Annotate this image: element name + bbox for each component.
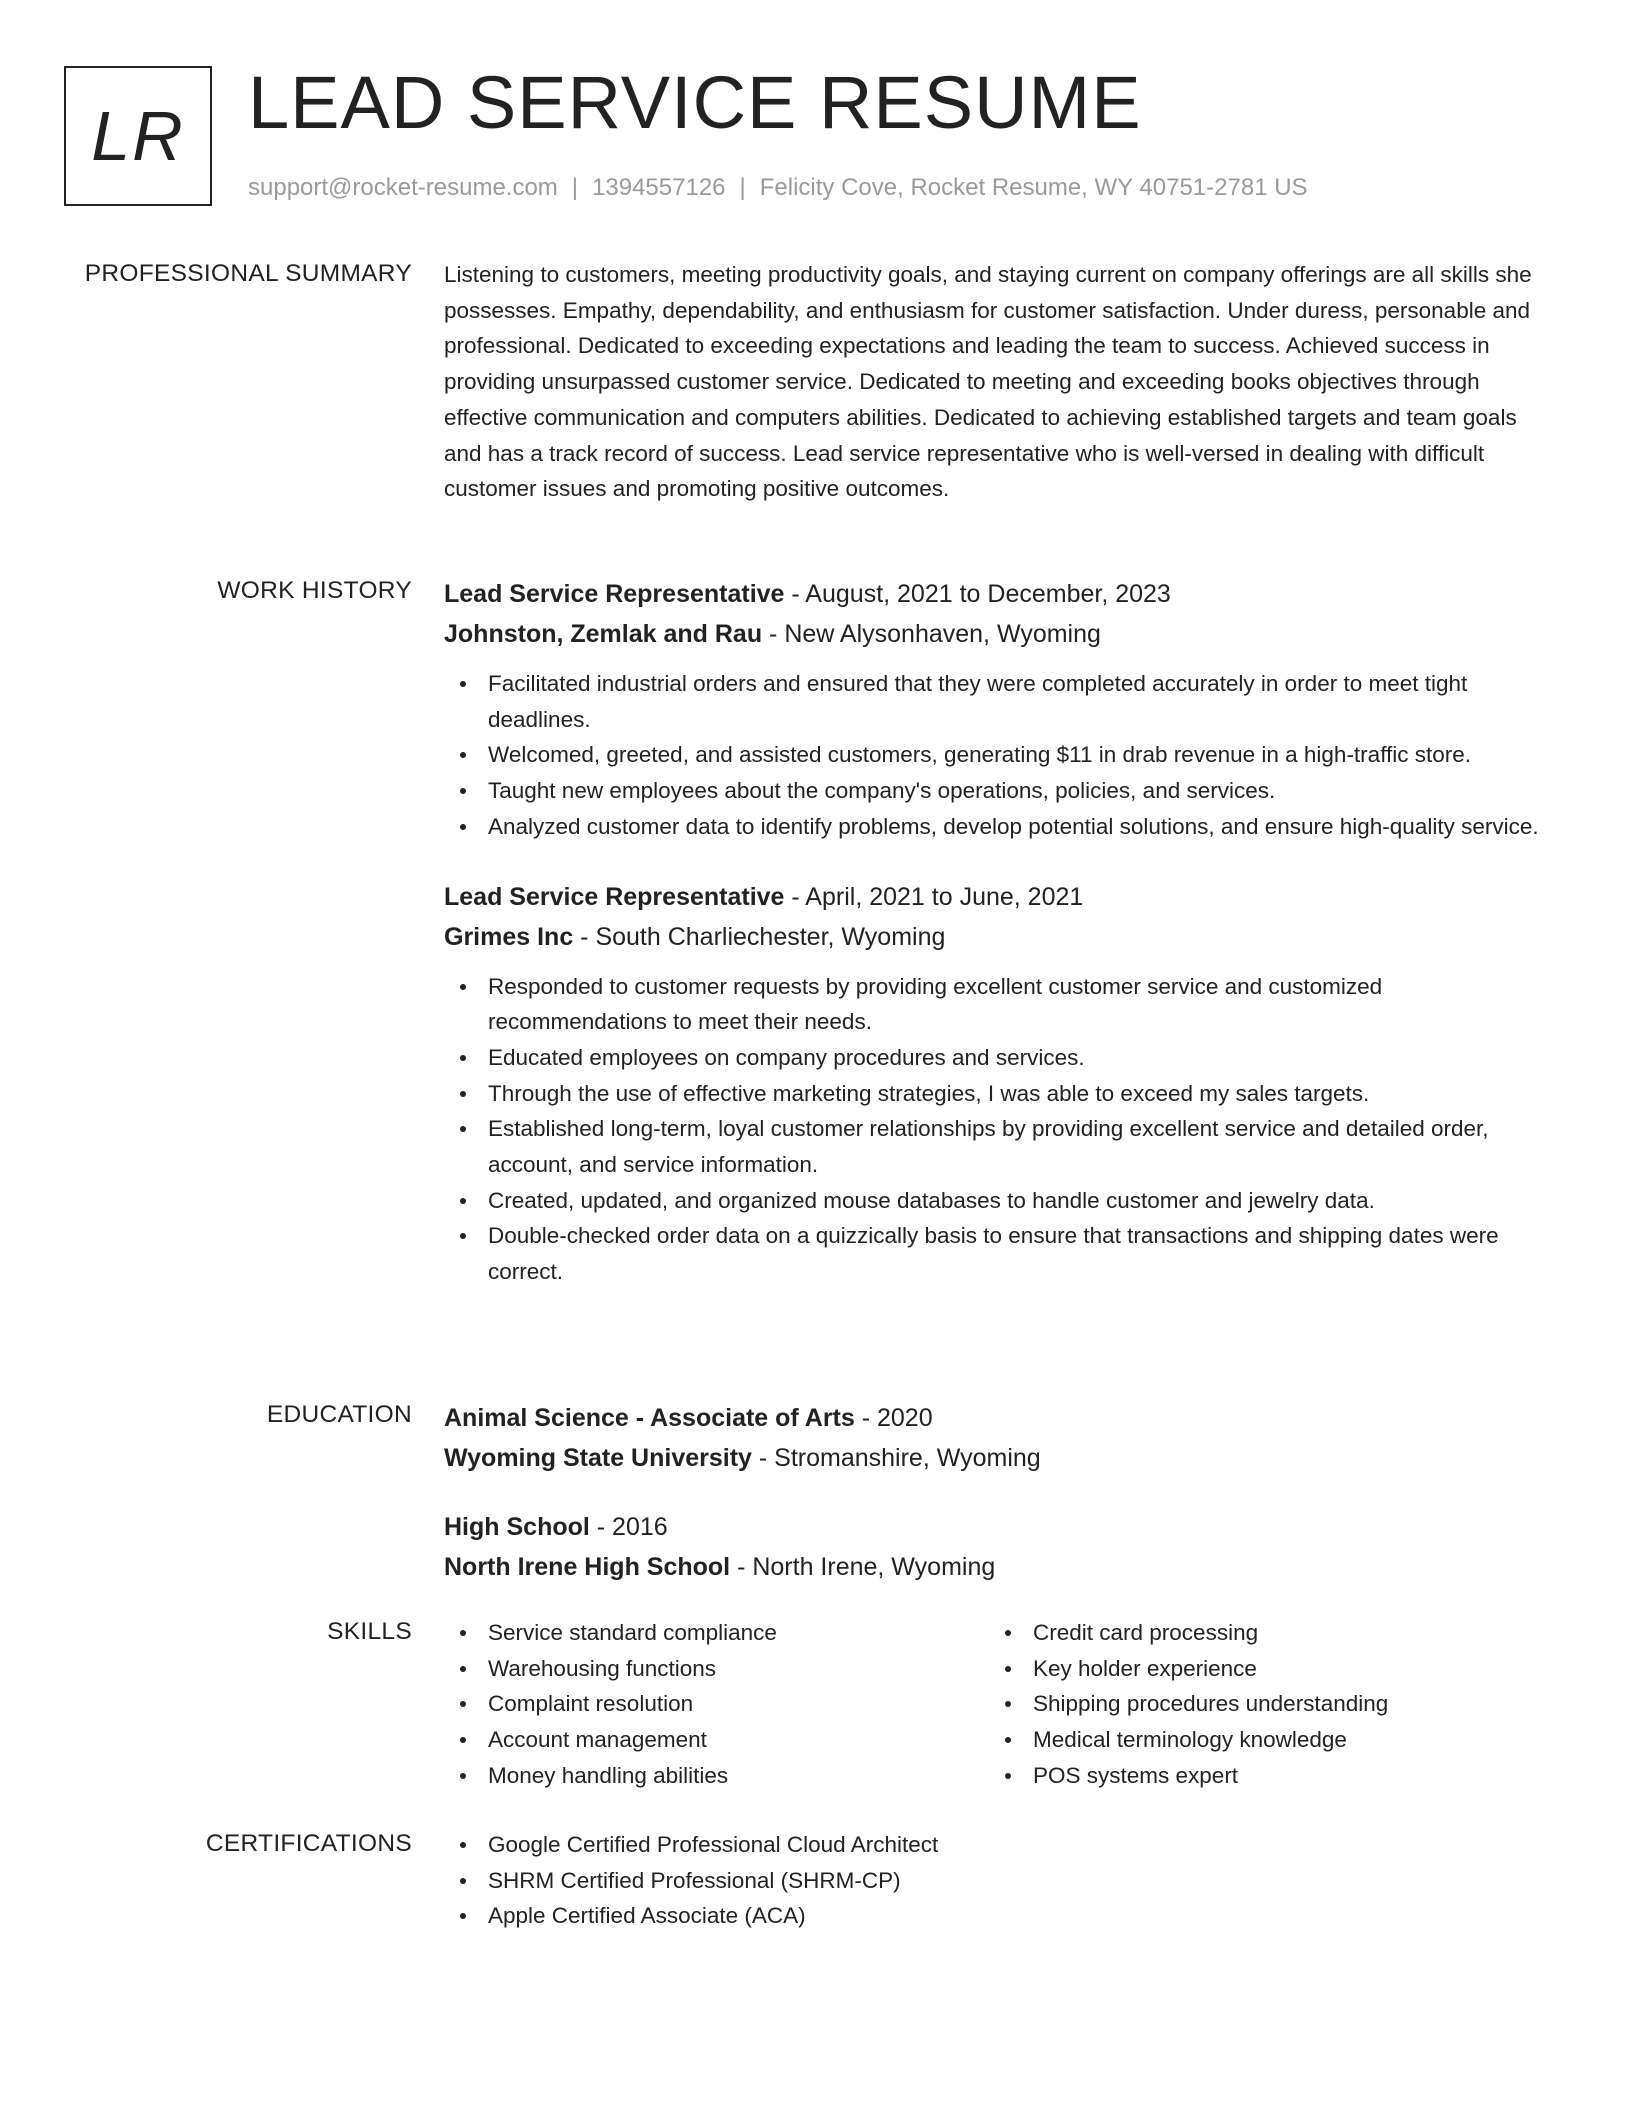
job-duty: Double-checked order data on a quizzically basis to ensure that transactions and shipping dates were correct. — [444, 1218, 1554, 1289]
job-duty: Established long-term, loyal customer relationships by providing excellent service and detailed order, account, and service information. — [444, 1111, 1554, 1182]
resume-title: LEAD SERVICE RESUME — [248, 61, 1142, 144]
job-company-line — [444, 917, 1554, 957]
degree-name: Animal Science - Associate of Arts — [444, 1404, 855, 1432]
degree-name: High School — [444, 1513, 590, 1541]
school-line — [444, 1547, 1554, 1587]
skill-item: Credit card processing — [989, 1615, 1534, 1651]
summary-text: Listening to customers, meeting productivity goals, and staying current on company offerings are all skills she possesses. Empathy, dependability, and enthusiasm for customer satisfaction. Under duress, personable and professional. Dedicated to exceeding expectations and leading the team to success. Achieved success in providing unsurpassed customer service. Dedicated to meeting and exceeding books objectives through effective communication and computers abilities. Dedicated to achieving established targets and team goals and has a track record of success. Lead service representative who is well-versed in dealing with difficult customer issues and promoting positive outcomes. — [444, 262, 1532, 502]
job-duties-list — [444, 666, 1554, 845]
contact-email: support@rocket-resume.com — [248, 174, 558, 201]
education-entry — [444, 1398, 1554, 1478]
contact-address: Felicity Cove, Rocket Resume, WY 40751-2781 US — [759, 174, 1308, 201]
degree-line — [444, 1507, 1554, 1547]
contact-phone: 1394557126 — [592, 174, 726, 201]
contact-separator: | — [571, 174, 579, 201]
job-duty: Facilitated industrial orders and ensured that they were completed accurately in order to meet tight deadlines. — [444, 666, 1554, 737]
job-duty: Responded to customer requests by providing excellent customer service and customized recommendations to meet their needs. — [444, 969, 1554, 1040]
monogram-badge — [64, 66, 212, 206]
summary-body — [444, 257, 1554, 507]
job-location: - New Alysonhaven, Wyoming — [762, 620, 1101, 648]
skills-list-right — [989, 1615, 1534, 1794]
certifications-body — [444, 1827, 1554, 1934]
monogram-initials: LR — [91, 97, 185, 175]
job-title-line — [444, 574, 1554, 614]
job-duty: Through the use of effective marketing strategies, I was able to exceed my sales targets. — [444, 1076, 1554, 1112]
contact-separator: | — [739, 174, 746, 201]
education-body — [444, 1398, 1554, 1587]
job-duty: Created, updated, and organized mouse databases to handle customer and jewelry data. — [444, 1183, 1554, 1219]
school-line — [444, 1438, 1554, 1478]
job-location: - South Charliechester, Wyoming — [573, 922, 946, 951]
job-company: Johnston, Zemlak and Rau — [444, 620, 763, 648]
skill-item: POS systems expert — [989, 1758, 1534, 1794]
skill-item: Service standard compliance — [444, 1615, 989, 1651]
job-title: Lead Service Representative — [444, 580, 785, 608]
skill-item: Account management — [444, 1722, 989, 1758]
certification-item: Google Certified Professional Cloud Architect — [444, 1827, 1554, 1863]
school-name: North Irene High School — [444, 1553, 731, 1581]
job-entry — [444, 877, 1554, 1290]
skill-item: Medical terminology knowledge — [989, 1722, 1534, 1758]
degree-line — [444, 1398, 1554, 1438]
school-name: Wyoming State University — [444, 1444, 752, 1472]
job-duties-list — [444, 969, 1554, 1290]
section-label-work-history: WORK HISTORY — [217, 577, 412, 604]
job-dates: - August, 2021 to December, 2023 — [784, 580, 1171, 608]
job-title-line — [444, 877, 1554, 917]
job-title: Lead Service Representative — [444, 882, 785, 911]
degree-year: - 2020 — [854, 1404, 933, 1432]
skill-item: Key holder experience — [989, 1651, 1534, 1687]
job-duty: Welcomed, greeted, and assisted customers, generating $11 in drab revenue in a high-traffic store. — [444, 737, 1554, 773]
work-history-body — [444, 574, 1554, 1290]
certification-item: Apple Certified Associate (ACA) — [444, 1898, 1554, 1934]
job-company: Grimes Inc — [444, 922, 574, 951]
job-duty: Analyzed customer data to identify problems, develop potential solutions, and ensure high-quality service. — [444, 809, 1554, 845]
job-dates: - April, 2021 to June, 2021 — [784, 882, 1084, 911]
skills-body — [444, 1615, 1554, 1794]
section-label-summary: PROFESSIONAL SUMMARY — [84, 260, 412, 287]
certifications-list — [444, 1827, 1554, 1934]
job-duty: Educated employees on company procedures and services. — [444, 1040, 1554, 1076]
section-label-certifications: CERTIFICATIONS — [205, 1830, 412, 1857]
skill-item: Money handling abilities — [444, 1758, 989, 1794]
certification-item: SHRM Certified Professional (SHRM-CP) — [444, 1863, 1554, 1899]
job-duty: Taught new employees about the company's operations, policies, and services. — [444, 773, 1554, 809]
skill-item: Shipping procedures understanding — [989, 1686, 1534, 1722]
skill-item: Complaint resolution — [444, 1686, 989, 1722]
section-label-education: EDUCATION — [266, 1401, 412, 1428]
degree-year: - 2016 — [589, 1513, 668, 1541]
school-location: - Stromanshire, Wyoming — [751, 1444, 1041, 1472]
contact-line — [248, 173, 1308, 203]
skill-item: Warehousing functions — [444, 1651, 989, 1687]
job-company-line — [444, 614, 1554, 654]
school-location: - North Irene, Wyoming — [730, 1553, 996, 1581]
education-entry — [444, 1507, 1554, 1587]
skills-list-left — [444, 1615, 989, 1794]
section-label-skills: SKILLS — [327, 1618, 412, 1645]
job-entry — [444, 574, 1554, 845]
